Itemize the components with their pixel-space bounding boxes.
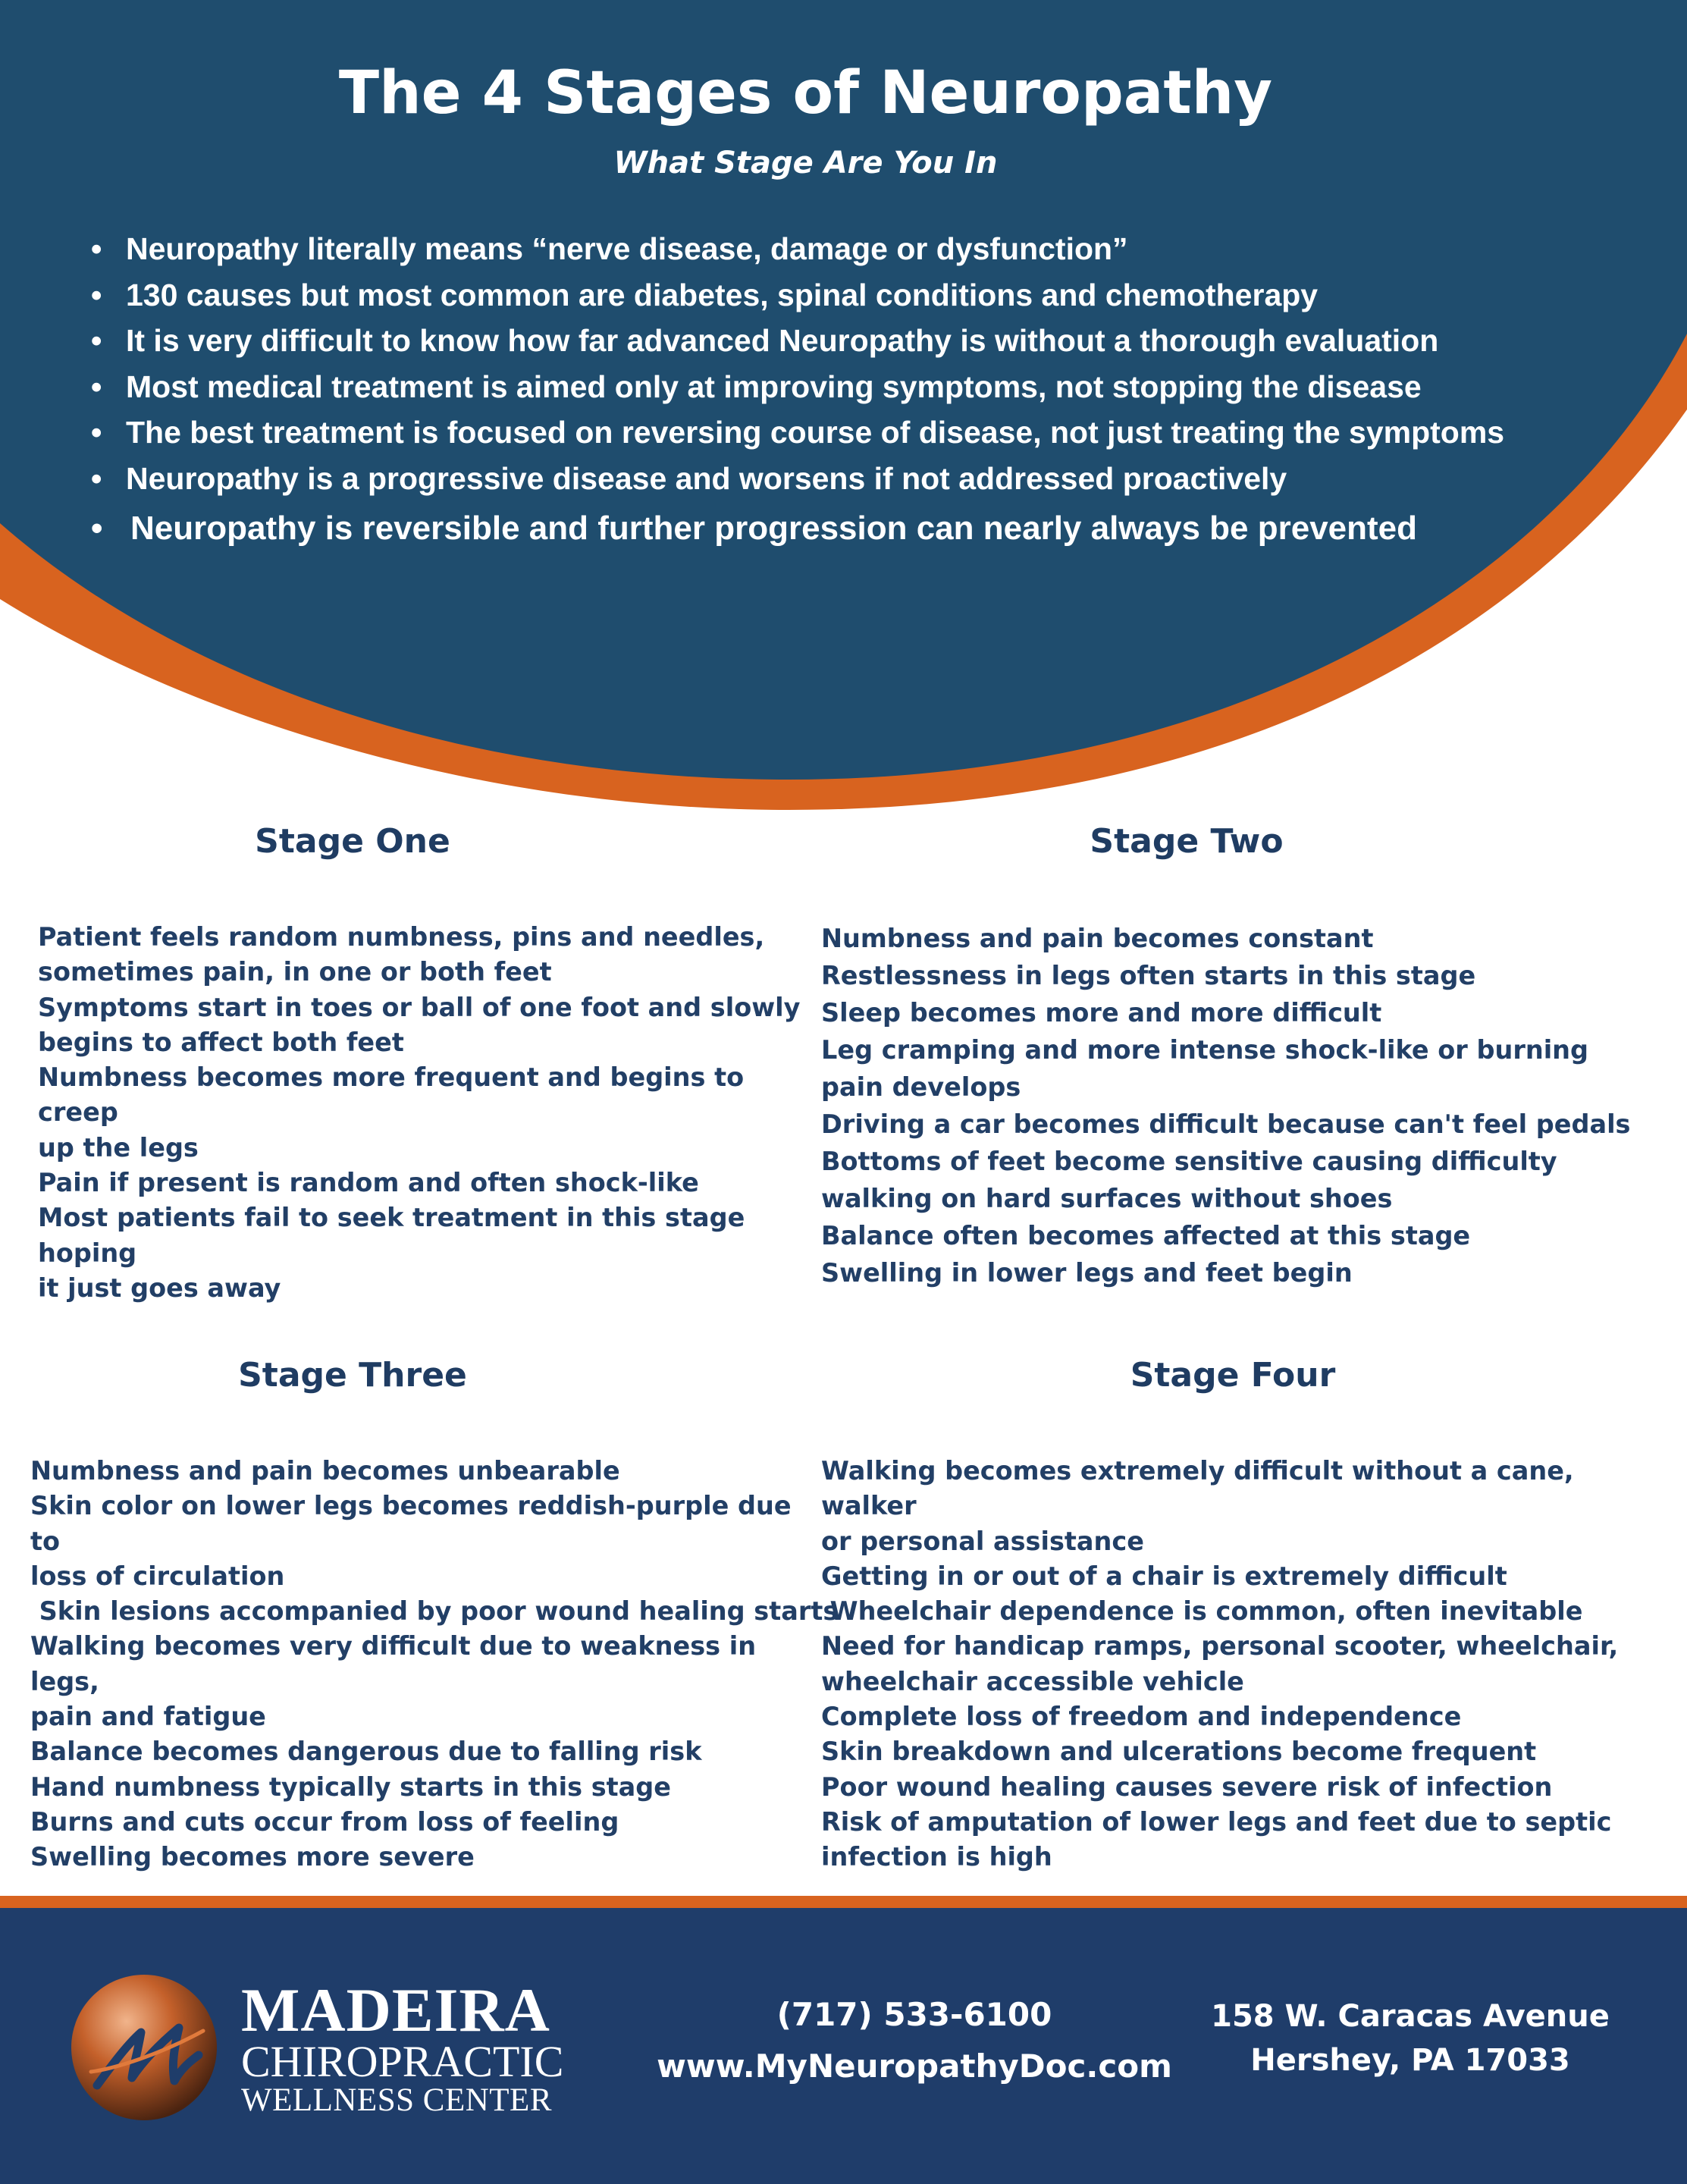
stage-four-line: infection is high	[821, 1842, 1052, 1872]
stage-three-heading: Stage Three	[238, 1356, 467, 1395]
stage-two-line: Numbness and pain becomes constant	[821, 924, 1374, 953]
stage-three-line: Numbness and pain becomes unbearable	[30, 1456, 620, 1486]
stage-two-line: Swelling in lower legs and feet begin	[821, 1258, 1353, 1288]
stage-four-line: Poor wound healing causes severe risk of infection	[821, 1771, 1553, 1802]
stage-four-line: Walking becomes extremely difficult without a cane, walker	[821, 1456, 1574, 1521]
stage-three-line: Skin lesions accompanied by poor wound healing starts	[30, 1596, 839, 1627]
stage-one-line: up the legs	[38, 1132, 199, 1163]
stage-three-section	[30, 1356, 839, 1875]
stage-four-list	[821, 1454, 1663, 1875]
stage-four-section	[821, 1356, 1663, 1875]
brand-line-wellness: WELLNESS CENTER	[241, 2082, 552, 2118]
stage-one-list	[38, 920, 804, 1306]
stage-three-line: Balance becomes dangerous due to falling risk	[30, 1737, 702, 1767]
stage-one-line: Symptoms start in toes or ball of one foot and slowly	[38, 992, 801, 1022]
intro-bullet: • Neuropathy is reversible and further progression can nearly always be prevented	[91, 506, 1504, 552]
stage-four-line: or personal assistance	[821, 1526, 1144, 1556]
intro-bullet: • 130 causes but most common are diabetes, spinal conditions and chemotherapy	[91, 272, 1504, 318]
intro-bullet: • It is very difficult to know how far advanced Neuropathy is without a thorough evaluation	[91, 318, 1504, 364]
stage-four-line: Skin breakdown and ulcerations become frequent	[821, 1737, 1537, 1767]
stage-three-line: Skin color on lower legs becomes reddish-purple due to	[30, 1491, 792, 1556]
phone-number[interactable]: (717) 533-6100	[776, 1996, 1052, 2033]
stage-one-line: Patient feels random numbness, pins and needles,	[38, 922, 765, 952]
intro-bullet: • The best treatment is focused on reversing course of disease, not just treating the symptoms	[91, 410, 1504, 456]
stage-three-line: pain and fatigue	[30, 1702, 266, 1732]
stage-two-line: Bottoms of feet become sensitive causing difficulty	[821, 1147, 1557, 1176]
stage-four-line: Complete loss of freedom and independence	[821, 1702, 1462, 1732]
stage-one-line: Numbness becomes more frequent and begins to creep	[38, 1062, 745, 1128]
stage-three-line: Swelling becomes more severe	[30, 1842, 475, 1872]
madeira-logo-icon	[68, 1972, 220, 2123]
stage-one-section	[38, 822, 804, 1306]
intro-bullet: • Neuropathy is a progressive disease and worsens if not addressed proactively	[91, 456, 1504, 502]
stage-three-line: Walking becomes very difficult due to weakness in legs,	[30, 1631, 757, 1696]
stage-two-heading: Stage Two	[1090, 822, 1284, 861]
stage-two-line: Sleep becomes more and more difficult	[821, 998, 1382, 1028]
stage-one-line: begins to affect both feet	[38, 1027, 404, 1057]
stage-two-line: Driving a car becomes difficult because can't feel pedals	[821, 1109, 1631, 1139]
stage-two-line: pain develops	[821, 1072, 1021, 1102]
stage-one-line: sometimes pain, in one or both feet	[38, 957, 552, 987]
brand-line-chiropractic: CHIROPRACTIC	[241, 2037, 564, 2086]
address-line-2: Hershey, PA 17033	[1250, 2043, 1570, 2078]
stage-four-line: Wheelchair dependence is common, often inevitable	[821, 1596, 1583, 1627]
stage-two-section	[821, 822, 1640, 1291]
stage-two-line: Balance often becomes affected at this stage	[821, 1221, 1471, 1250]
stage-two-line: Restlessness in legs often starts in this stage	[821, 961, 1476, 990]
brand-name: MADEIRA	[241, 1975, 550, 2044]
stage-three-line: Hand numbness typically starts in this stage	[30, 1771, 671, 1802]
page-title: The 4 Stages of Neuropathy	[338, 59, 1273, 127]
stage-one-line: it just goes away	[38, 1272, 281, 1303]
stage-one-heading: Stage One	[255, 822, 450, 861]
stage-one-line: Most patients fail to seek treatment in this stage hoping	[38, 1203, 745, 1268]
stage-three-list	[30, 1454, 839, 1875]
stage-two-line: walking on hard surfaces without shoes	[821, 1184, 1393, 1213]
stage-four-line: Risk of amputation of lower legs and feet due to septic	[821, 1806, 1612, 1837]
intro-bullet-list	[91, 226, 1504, 552]
stage-three-line: loss of circulation	[30, 1561, 285, 1591]
page-subtitle: What Stage Are You In	[613, 146, 998, 180]
intro-bullet: • Neuropathy literally means “nerve disease, damage or dysfunction”	[91, 226, 1504, 272]
stage-four-line: Need for handicap ramps, personal scooter, wheelchair,	[821, 1631, 1619, 1662]
stage-two-list	[821, 920, 1640, 1291]
stage-four-heading: Stage Four	[1130, 1356, 1336, 1395]
website-link[interactable]: www.MyNeuropathyDoc.com	[657, 2048, 1172, 2085]
intro-bullet: • Most medical treatment is aimed only at improving symptoms, not stopping the disease	[91, 364, 1504, 410]
stage-two-line: Leg cramping and more intense shock-like or burning	[821, 1035, 1589, 1065]
stage-one-line: Pain if present is random and often shock-like	[38, 1168, 699, 1198]
stage-four-line: wheelchair accessible vehicle	[821, 1666, 1244, 1696]
stage-four-line: Getting in or out of a chair is extremely difficult	[821, 1561, 1507, 1591]
stage-three-line: Burns and cuts occur from loss of feeling	[30, 1806, 619, 1837]
address-line-1: 158 W. Caracas Avenue	[1211, 1999, 1610, 2034]
